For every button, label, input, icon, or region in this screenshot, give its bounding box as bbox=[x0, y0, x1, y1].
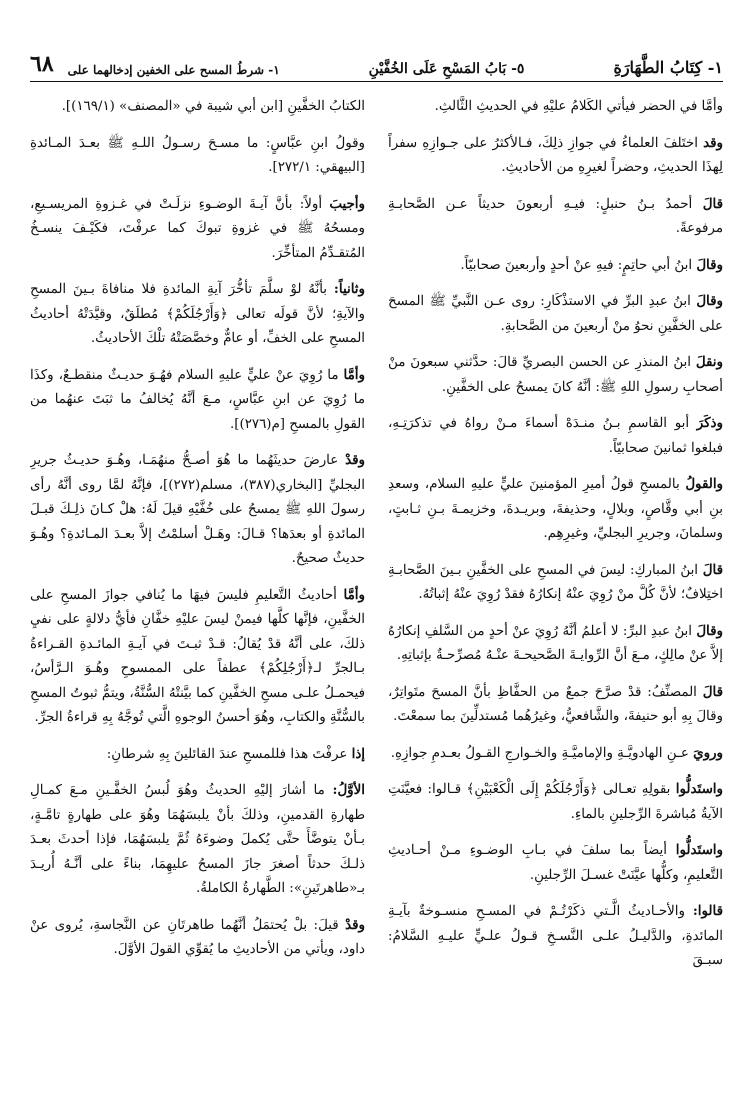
paragraph bbox=[388, 741, 723, 767]
paragraph-lead-word: وقد bbox=[703, 134, 723, 151]
paragraph-text: ابنُ عبدِ البرِّ: لا أعلمُ أنَّهُ رُوِيَ عنْ أحدٍ من السَّلفِ إنكارُهُ إلاَّ عنْ مالِكٍ، مـعَ أنَّ الرِّوايـةَ الصَّحيحـةَ عنْـهُ مُصرِّحـةٌ بإثباتِهِ. bbox=[388, 623, 723, 663]
paragraph-lead-word: والقولُ bbox=[685, 476, 723, 492]
paragraph-text: ابنُ عبدِ البرِّ في الاستذْكَارِ: روى عـن النَّبيِّ ﷺ المسحَ على الخفَّينِ نحوُ منْ أربعينَ من الصَّحابةِ. bbox=[388, 294, 723, 334]
paragraph bbox=[388, 899, 723, 974]
paragraph-lead-word: قالوا: bbox=[692, 903, 723, 919]
paragraph-text: الكتابُ الخفَّينِ [ابن أبي شيبة في «المصنف» (١٦٩/١)]. bbox=[61, 99, 365, 114]
paragraph-text: ما أشارَ إليْهِ الحديثُ وهُوَ لُبسُ الخفَّـينِ مـعَ كمـالِ طهارةِ القدمينِ، وذلكَ بأنْ يلبسَهُمَا وهُوَ على طهارةٍ تامَّـةٍ، بـأنْ يتوضَّأَ حتَّى يُكملَ وضوءَهُ ثُمَّ يلبسَهُمَا، فإذا أحدثَ بعـدَ ذلـكَ حدثاً أصغرَ جازَ المسحُ عليهِمَا، بناءً على أنَّـهُ أُريـدَ بـ«طاهرتَينِ»: الطَّهارةُ الكاملةُ. bbox=[30, 783, 365, 896]
paragraph-text: عرفْتَ هذا فللمسحِ عندَ القائلينَ بِهِ شرطانِ: bbox=[106, 746, 352, 762]
paragraph bbox=[30, 778, 365, 902]
paragraph-lead-word: إذا bbox=[351, 745, 365, 762]
section-title: ١- شرطُ المسح على الخفين إدخالهما على bbox=[67, 63, 280, 77]
paragraph-text: أيضاً بما سلفَ في بـابِ الوضـوءِ مـنْ أحـاديثِ التَّعليمِ، وكلُّها عيَّنَتْ غسـلَ الرِّجلينِ. bbox=[388, 843, 723, 883]
right-text-column bbox=[388, 94, 723, 1084]
header-left-group bbox=[30, 51, 280, 77]
paragraph-lead-word: وذكَرَ bbox=[696, 415, 723, 431]
book-title: ١- كِتَابُ الطَّهَارَةِ bbox=[613, 58, 723, 77]
paragraph-lead-word: وقدْ bbox=[345, 452, 365, 468]
paragraph bbox=[388, 253, 723, 279]
paragraph-lead-word: وأمَّا bbox=[343, 586, 365, 603]
paragraph-text: أحاديثُ التَّعليمِ فليسَ فيهَا ما يُنافي جوازَ المسحِ على الخفَّينِ، فإنَّها كلَّها فيمنْ ليسَ عليْهِ خفَّانِ فأيُّ دلالةٍ على نفيِ ذلكَ، على أنَّهُ قدْ يُقالُ: قـدْ ثبـتَ في آيـةِ المائـدةِ القـراءةُ بـالجرِّ لـ﴿أَرْجُلِكُمْ﴾ عطفاً على الممسوحِ وهُـوَ الـرَّأسُ، فيحمـلُ علـى مسحِ الخفَّينِ كما بيَّنتْهُ السُّنَّةُ، ويتمُّ ثبوتُ المسحِ بالسُّنَّةِ والكتابِ، وهُوَ أحسنُ الوجوهِ الَّتي تُوجَّهُ بِهِ قراءةُ الجرِّ. bbox=[30, 587, 365, 725]
paragraph bbox=[388, 619, 723, 669]
page-number: ٦٨ bbox=[30, 51, 54, 77]
paragraph-lead-word: واستَدلُّوا bbox=[675, 781, 723, 797]
running-header bbox=[30, 52, 723, 82]
paragraph-text: عـنِ الهادويَّـةِ والإماميَّـةِ والخـوارجِ القـولُ بعـدمِ جوازِهِ. bbox=[390, 745, 694, 761]
paragraph-lead-word: واستَدلُّوا bbox=[675, 842, 723, 858]
paragraph-text: بقولِهِ تعـالى ﴿وَأَرْجُلَكُمْ إِلَى الْكَعْبَيْنِ﴾ قـالوا: فعيَّنَتِ الآيةُ مُباشرةَ الرِّجلينِ بالماءِ. bbox=[388, 782, 723, 822]
paragraph-text: قيلَ: بلْ يُحتمَلُ أنَّهُما طاهرتَانِ عن النَّجاسةِ، يُروى عنْ داود، ويأتي من الأحاديثِ ما يُقوِّي القولَ الأوَّلَ. bbox=[30, 917, 365, 957]
paragraph bbox=[30, 192, 365, 267]
paragraph bbox=[388, 411, 723, 461]
paragraph bbox=[30, 94, 365, 120]
paragraph-lead-word: الأوَّلُ: bbox=[332, 782, 365, 798]
paragraph-lead-word: وقالَ bbox=[696, 622, 723, 639]
paragraph-text: أبو القاسمِ بـنُ منـدَهْ أسماءَ مـنْ رواهُ في تذكرَتِـهِ، فبلغوا ثمانينَ صحابيّاً. bbox=[388, 416, 723, 456]
paragraph-lead-word: قالَ bbox=[702, 195, 723, 212]
paragraph bbox=[30, 277, 365, 352]
paragraph-text: المصنِّفُ: قدْ صرَّحَ جمعٌ من الحفَّاظِ بأنَّ المسحَ متَواتِرٌ، وقالَ بِهِ أبو حنيفةَ، والشَّافعيُّ، وغيرُهُما مُستدلِّينَ بما سمعْتَ. bbox=[388, 684, 723, 724]
paragraph bbox=[388, 777, 723, 827]
paragraph-text: بأنَّهُ لوْ سلَّمَ تأخُّرَ آيةِ المائدةِ فلا منافاةَ بـينَ المسحِ والآيةِ؛ لأنَّ قولَه تعالى ﴿وَأَرْجُلَكُمْ﴾ مُطلَقٌ، وقيَّدَتْهُ أحاديثُ المسحِ على الخفِّ، أو عامٌّ وخصَّصَتْهُ تلْكَ الأحاديثُ. bbox=[30, 282, 365, 346]
paragraph-lead-word: قالَ bbox=[702, 561, 723, 578]
paragraph bbox=[388, 350, 723, 400]
paragraph bbox=[388, 131, 723, 181]
paragraph-text: ابنُ أبي حاتِمٍ: فيهِ عنْ أحدٍ وأربعينَ صحابيّاً. bbox=[460, 257, 697, 273]
paragraph-lead-word: وقالَ bbox=[696, 256, 723, 273]
paragraph-text: ابنُ المباركِ: ليسَ في المسحِ على الخفَّينِ بـينَ الصَّحابـةِ اختِلافٌ؛ لأنَّ كُلَّ منْ رُوِيَ عنْهُ إنكارُهُ فقدْ رُوِيَ عنْهُ إثباتُهُ. bbox=[388, 562, 723, 602]
paragraph-text: عارضَ حديثَهُما ما هُوَ أصـحُّ منهُمَـا، وهُـوَ حديـثُ جريرِ البجليِّ [البخاري(٣٨٧)، مسلم(٢٧٢)]، فإنَّهُ لمَّا روى أنَّهُ رأى رسولَ اللهِ ﷺ يمسحُ على خُفَّيْهِ قيلَ لَهُ: هلْ كـانَ ذلِـكَ قبـلَ المائدةِ أو بعدَها؟ قـالَ: وهَـلْ أسلمْتُ إلاَّ بعـدَ المـائدةِ؟ وهُـوَ حديثٌ صحيحٌ. bbox=[30, 453, 365, 566]
paragraph-text: والأحـاديثُ الَّـتي ذكَرْتُـمْ في المسـحِ منسـوخةٌ بآيـةِ المائدةِ، والدَّليـلُ علـى النَّسـخِ قـولُ علـيٍّ عليـهِ السَّلامُ: سبـقَ bbox=[388, 904, 723, 968]
paragraph-lead-word: ونقلَ bbox=[695, 354, 723, 370]
paragraph bbox=[388, 289, 723, 339]
chapter-title: ٥- بَابُ المَسْحِ عَلَى الخُفَّيْنِ bbox=[368, 61, 525, 77]
paragraph bbox=[30, 448, 365, 572]
paragraph-text: وأمَّا في الحضر فيأتي الكَلامُ عليْهِ في الحديثِ الثَّالثِ. bbox=[434, 99, 723, 114]
paragraph bbox=[30, 363, 365, 438]
paragraph bbox=[388, 192, 723, 242]
paragraph bbox=[388, 94, 723, 120]
paragraph-text: ما رُوِيَ عنْ عليٍّ عليهِ السلام فهُـوَ حديـثٌ منقطـعٌ، وكذَا ما رُوِيَ عن ابنِ عبَّاسٍ، مـعَ أنَّهُ يُخالفُ ما ثبَتَ عنهُما من القولِ بالمسحِ [م(٢٧٦)]. bbox=[30, 367, 365, 432]
paragraph bbox=[30, 913, 365, 963]
paragraph-text: أولاً: بأنَّ آيـةَ الوضـوءِ نزلَـتْ في غـزوةِ المريسـيعِ، ومسحُهُ ﷺ في غزوةِ تبوكَ كما عرفْتَ، فكَيْـفَ ينسـخُ المُتقـدِّمُ المتأخِّرَ. bbox=[30, 196, 365, 261]
paragraph bbox=[388, 680, 723, 730]
paragraph-lead-word: ورويَ bbox=[693, 744, 723, 761]
paragraph-text: أحمدُ بـنُ حنبلٍ: فيـهِ أربعونَ حديثاً عـن الصَّحابـةِ مرفوعةً. bbox=[388, 196, 723, 236]
paragraph bbox=[30, 131, 365, 181]
paragraph-text: بالمسحِ قولُ أميرِ المؤمنينَ عليٍّ عليهِ السلام، وسعدِ بنِ أبي وقَّاصٍ، وبلالٍ، وحذيفةَ، وبريـدةَ، وخزيمـةَ بـنِ ثـابتٍ، وسلمانَ، وجريرِ البجليِّ، وغيرِهِم. bbox=[388, 477, 723, 541]
paragraph bbox=[30, 583, 365, 731]
paragraph-text: اختَلفَ العلماءُ في جوازِ ذلِكَ، فـالأكثرُ على جـوازِهِ سفراً لِهذَا الحديثِ، وحضراً لغيرِهِ من الأحاديثِ. bbox=[388, 135, 723, 175]
paragraph bbox=[388, 558, 723, 608]
paragraph-lead-word: قالَ bbox=[702, 683, 723, 700]
paragraph-lead-word: وأجيبَ bbox=[329, 195, 365, 212]
paragraph bbox=[30, 742, 365, 768]
paragraph-lead-word: وقالَ bbox=[696, 293, 723, 309]
paragraph bbox=[388, 472, 723, 547]
paragraph-lead-word: وقدْ bbox=[345, 916, 365, 933]
paragraph-lead-word: وأمَّا bbox=[343, 366, 365, 383]
paragraph bbox=[388, 838, 723, 888]
paragraph-text: وقولُ ابنِ عبَّاسٍ: ما مسـحَ رسـولُ اللـهِ ﷺ بعـدَ المـائدةِ [البيهقي: ٢٧٢/١]. bbox=[30, 135, 365, 175]
left-text-column bbox=[30, 94, 365, 1084]
paragraph-lead-word: وثانياً: bbox=[333, 281, 365, 297]
paragraph-text: ابنُ المنذرِ عن الحسن البصريِّ قالَ: حدَّثني سبعونَ منْ أصحابِ رسولِ اللهِ ﷺ: أنَّهُ كانَ يمسحُ على الخفَّينِ. bbox=[388, 355, 723, 395]
